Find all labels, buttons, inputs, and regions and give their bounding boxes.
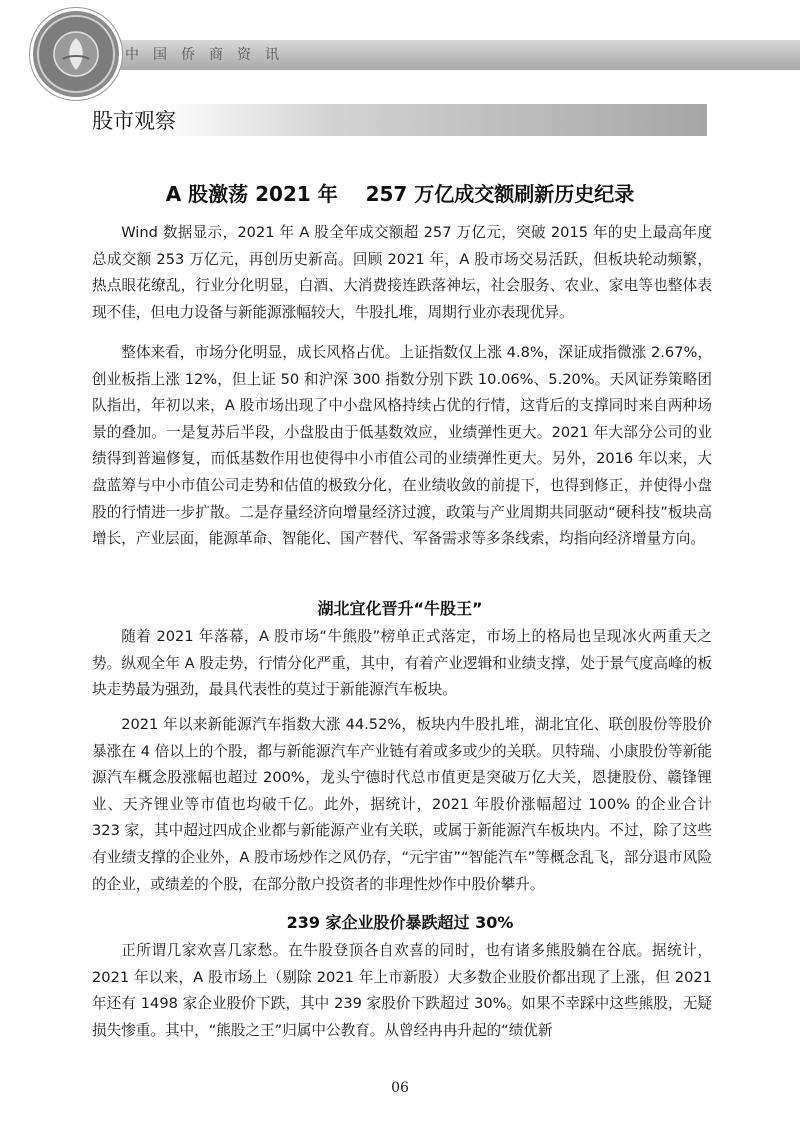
subheading-239-companies: 239 家企业股价暴跌超过 30% xyxy=(286,913,514,932)
paragraph-5: 正所谓几家欢喜几家愁。在牛股登顶各自欢喜的同时，也有诸多熊股躺在谷底。据统计，2021 年以来，A 股市场上（剔除 2021 年上市新股）大多数企业股价都出现了上涨，但 2021 年还有 1498 家企业股价下跌，其中 239 家股价下跌超过 30%。如果不幸踩中这些熊股，无疑损失惨重。其中，“熊股之王”归属中公教育。从曾经冉冉升起的“绩优新 xyxy=(92,942,712,1039)
paragraph-3: 随着 2021 年落幕，A 股市场“牛熊股”榜单正式落定，市场上的格局也呈现冰火两重天之势。纵观全年 A 股走势，行情分化严重，其中，有着产业逻辑和业绩支撑，处于景气度高峰的板块走势最为强劲，最具代表性的莫过于新能源汽车板块。 xyxy=(92,628,712,699)
publication-logo xyxy=(30,8,122,100)
logo-emblem-icon xyxy=(33,11,119,97)
paragraph-1: Wind 数据显示，2021 年 A 股全年成交额超 257 万亿元，突破 2015 年的史上最高年度总成交额 253 万亿元，再创历史新高。回顾 2021 年，A 股市场交易活跃，但板块轮动频繁，热点眼花缭乱，行业分化明显，白酒、大消费接连跌落神坛，社会服务、农业、家电等也整体表现不佳，但电力设备与新能源涨幅较大，牛股扎堆，周期行业亦表现优异。 xyxy=(92,224,712,321)
subheading-hubei-yihua: 湖北宜化晋升“牛股王” xyxy=(317,599,483,618)
paragraph-2: 整体来看，市场分化明显，成长风格占优。上证指数仅上涨 4.8%，深证成指微涨 2.67%，创业板指上涨 12%，但上证 50 和沪深 300 指数分别下跌 10.06%、5.20%。天风证券策略团队指出，年初以来，A 股市场出现了中小盘风格持续占优的行情，这背后的支撑同时来自两种场景的叠加。一是复苏后半段，小盘股由于低基数效应，业绩弹性更大。2021 年大部分公司的业绩得到普遍修复，而低基数作用也使得中小市值公司的业绩弹性更大。另外，2016 年以来，大盘蓝筹与中小市值公司走势和估值的极致分化，在业绩收敛的前提下，也得到修正，并使得小盘股的行情进一步扩散。二是存量经济向增量经济过渡，政策与产业周期共同驱动“硬科技”板块高增长，产业层面，能源革命、智能化、国产替代、军备需求等多条线索，均指向经济增量方向。 xyxy=(92,344,712,548)
page-number: 06 xyxy=(391,1080,409,1096)
section-heading-bar xyxy=(92,104,707,136)
publication-name: 中国侨商资讯 xyxy=(125,47,293,63)
paragraph-4: 2021 年以来新能源汽车指数大涨 44.52%，板块内牛股扎堆，湖北宜化、联创股份等股价暴涨在 4 倍以上的个股，都与新能源汽车产业链有着或多或少的关联。贝特瑞、小康股份等新能源汽车概念股涨幅也超过 200%，龙头宁德时代总市值更是突破万亿大关，恩捷股份、赣锋锂业、天齐锂业等市值也均破千亿。此外，据统计，2021 年股价涨幅超过 100% 的企业合计 323 家，其中超过四成企业都与新能源产业有关联，或属于新能源汽车板块内。不过，除了这些有业绩支撑的企业外，A 股市场炒作之风仍存，“元宇宙”“智能汽车”等概念乱飞，部分退市风险的企业，或绩差的个股，在部分散户投资者的非理性炒作中股价攀升。 xyxy=(92,716,712,893)
section-title: 股市观察 xyxy=(92,109,176,133)
article-title: A 股激荡 2021 年 257 万亿成交额刷新历史纪录 xyxy=(165,182,635,206)
